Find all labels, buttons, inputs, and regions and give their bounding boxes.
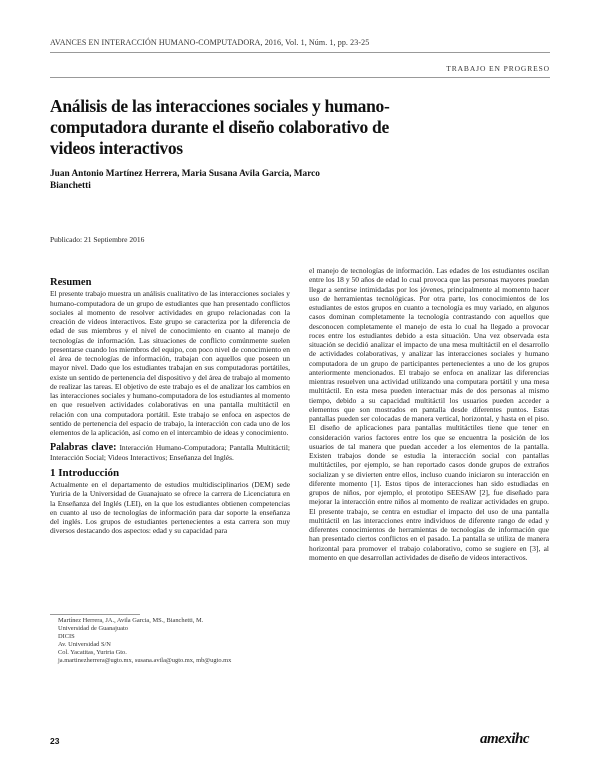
right-column <box>309 266 549 562</box>
keywords-label: Palabras clave: <box>50 442 117 454</box>
footnote-line: Av. Universidad S/N <box>58 641 111 649</box>
article-title: Análisis de las interacciones sociales y humano-computadora durante el diseño colaborativo de videos interactivos <box>50 96 390 158</box>
author-affiliation-footnote <box>58 617 288 666</box>
introduction-heading: 1 Introducción <box>50 466 120 479</box>
keywords <box>50 443 290 462</box>
abstract-text: El presente trabajo muestra un análisis cualitativo de las interacciones sociales y humano-computadora de un grupo de estudiantes que han presentado conflictos sociales al momento de resolver actividades en grupo relacionadas con la creación de videos interactivos. Este grupo se caracteriza por la diferencia de edad de sus miembros y el nivel de conocimiento en cuanto al manejo de tecnologías de información. Las situaciones de conflicto comúnmente suelen presentarse cuando los miembros del equipo, con poco nivel de conocimiento en el área de tecnologías de información, trabajan con aquellos que poseen un mayor nivel. Dado que los estudiantes trabajan en sus computadoras portátiles, existe un sentido de pertenencia del dispositivo y del área de trabajo al momento de realizar las tareas. El objetivo de este trabajo es el de analizar los cambios en las interacciones sociales y humano-computadora de los estudiantes al momento en que resuelven actividades colaborativas en una pantalla multitáctil en relación con una computadora portátil. Este trabajo se enfoca en aspectos de sentido de pertenencia del espacio de trabajo, la interacción con cada uno de los elementos de la aplicación, así como en el intercambio de ideas y conocimiento. <box>50 289 290 437</box>
author-list: Juan Antonio Martínez Herrera, Maria Susana Avila Garcia, Marco Bianchetti <box>50 169 320 191</box>
abstract-heading: Resumen <box>50 277 92 288</box>
journal-header: AVANCES EN INTERACCIÓN HUMANO-COMPUTADORA, 2016, Vol. 1, Núm. 1, pp. 23-25 <box>50 38 370 47</box>
section-divider <box>50 77 550 78</box>
footnote-line: DICIS <box>58 633 75 641</box>
footnote-line: Col. Yacatitas, Yuriria Gto. <box>58 649 127 657</box>
amexihc-logo: amexihc <box>480 731 529 747</box>
keywords-text: Interacción Humano-Computadora; Pantalla Multitáctil; Interacción Social; Videos Interactivos; Enseñanza del Inglés. <box>50 443 290 462</box>
footnote-line: Universidad de Guanajuato <box>58 625 128 633</box>
footnote-email-line: ja.martinezherrera@ugto.mx, susana.avila@ugto.mx, mb@ugto.mx <box>58 657 232 665</box>
section-tag: TRABAJO EN PROGRESO <box>446 64 550 73</box>
footnote-divider <box>50 614 140 615</box>
publication-date: Publicado: 21 Septiembre 2016 <box>50 235 145 244</box>
footnote-line: Martínez Herrera, JA., Avila Garcia, MS., Bianchetti, M. <box>58 617 204 624</box>
introduction-text-left: Actualmente en el departamento de estudios multidisciplinarios (DEM) sede Yuriria de la Universidad de Guanajuato se ofrece la carrera de Licenciatura en la Enseñanza del Inglés (LEI), en la que los estudiantes obtienen competencias en cuanto al uso de tecnologías de información para dar soporte la enseñanza del inglés. Los grupos de estudiantes pertenecientes a esta carrera son muy diversos destacando dos aspectos: edad y su capacidad para <box>50 480 290 536</box>
page-number: 23 <box>50 736 60 746</box>
left-column <box>50 278 290 536</box>
introduction-text-right: el manejo de tecnologías de información. Las edades de los estudiantes oscilan entre los 18 y 50 años de edad lo cual provoca que las personas mayores puedan llegar a sentirse intimidadas por los jóvenes, principalmente al momento hacer uso de herramientas tecnológicas. Por otra parte, los conocimientos de los estudiantes de estos grupos en cuanto a tecnología es muy variado, en algunos casos dominan completamente la tecnología contrastando con aquellos que desconocen completamente el manejo de esta lo cual ha llegado a provocar roces entre los estudiantes debido a esta situación. Una vez observada esta situación se decidió analizar el impacto de una mesa multitáctil en el desarrollo de actividades colaborativas, y analizar las interacciones sociales y humano computadora de un grupo de participantes pertenecientes a uno de los grupos anteriormente mencionados. El trabajo se enfoca en analizar las diferencias mientras resuelven una actividad utilizando una computara portátil y una mesa multitáctil. En esta mesa pueden interactuar más de dos personas al mismo tiempo, debido a su capacidad multitáctil los usuarios pueden acceder a elementos que son mostrados en pantalla desde diferentes puntos. Estas pantallas pueden ser colocadas de manera vertical, horizontal, y hasta en el piso. El diseño de aplicaciones para pantallas multitáctiles tiene que tener en consideración varios factores entre los que se encuentra la posición de los usuarios de tal manera que puedan acceder a los elementos de la pantalla. Existen trabajos donde se estudia la interacción social con pantallas multitáctiles, por ejemplo, se han reportado casos donde grupos de extraños socializan y se divierten entre ellos, incluso cuando iniciaron su interacción en diferente momento [1]. Estos tipos de interacciones han sido estudiadas en grupos de niños, por ejemplo, el prototipo SEESAW [2], fue diseñado para mejorar la interacción entre niños al momento de realizar actividades en grupo. El presente trabajo, se centra en estudiar el impacto del uso de una pantalla multitáctil en las interacciones entre individuos de diferente rango de edad y diferentes conocimientos de herramientas de tecnologías de información que han presentado ciertos conflictos en el pasado. La pantalla se utiliza de manera horizontal para promover el trabajo colaborativo, como se sugiere en [3], al momento en que desarrollan actividades de diseño de videos interactivos. <box>309 266 549 562</box>
header-divider <box>50 52 550 53</box>
